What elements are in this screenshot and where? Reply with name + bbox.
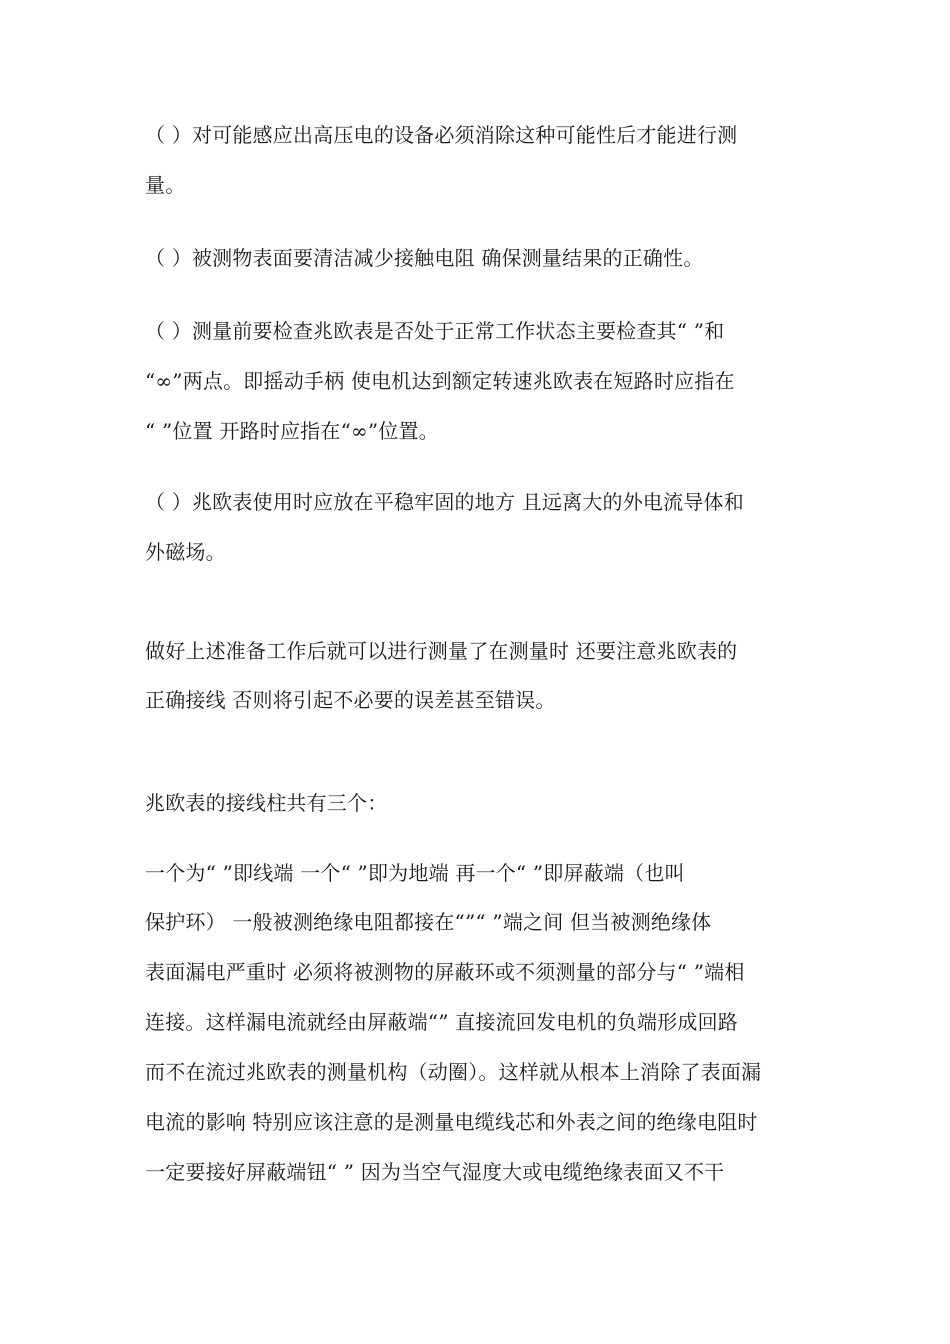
text-line: “∞”两点。即摇动手柄 使电机达到额定转速兆欧表在短路时应指在 [145, 369, 735, 393]
text-line: 保护环） 一般被测绝缘电阻都接在“”“ ”端之间 但当被测绝缘体 [145, 910, 712, 934]
text-line: 正确接线 否则将引起不必要的误差甚至错误。 [145, 688, 556, 712]
text-line: 连接。这样漏电流就经由屏蔽端“” 直接流回发电机的负端形成回路 [145, 1010, 739, 1034]
text-line: 做好上述准备工作后就可以进行测量了在测量时 还要注意兆欧表的 [145, 639, 738, 663]
text-line: （ ）被测物表面要清洁减少接触电阻 确保测量结果的正确性。 [145, 246, 704, 270]
text-line: （ ）对可能感应出高压电的设备必须消除这种可能性后才能进行测 [145, 123, 738, 147]
text-line: 而不在流过兆欧表的测量机构（动圈）。这样就从根本上消除了表面漏 [145, 1060, 762, 1084]
text-line: 一个为“ ”即线端 一个“ ”即为地端 再一个“ ”即屏蔽端（也叫 [145, 861, 685, 885]
text-line: （ ）兆欧表使用时应放在平稳牢固的地方 且远离大的外电流导体和 [145, 490, 744, 514]
text-line: （ ）测量前要检查兆欧表是否处于正常工作状态主要检查其“ ”和 [145, 319, 725, 343]
text-line: 表面漏电严重时 必须将被测物的屏蔽环或不须测量的部分与“ ”端相 [145, 960, 745, 984]
text-line: 一定要接好屏蔽端钮“ ” 因为当空气湿度大或电缆绝缘表面又不干 [145, 1160, 725, 1184]
text-line: 外磁场。 [145, 540, 226, 564]
text-line: 量。 [145, 173, 186, 197]
text-line: 电流的影响 特别应该注意的是测量电缆线芯和外表之间的绝缘电阻时 [145, 1110, 758, 1134]
text-line: “ ”位置 开路时应指在“∞”位置。 [145, 419, 439, 443]
text-line: 兆欧表的接线柱共有三个： [145, 791, 388, 815]
